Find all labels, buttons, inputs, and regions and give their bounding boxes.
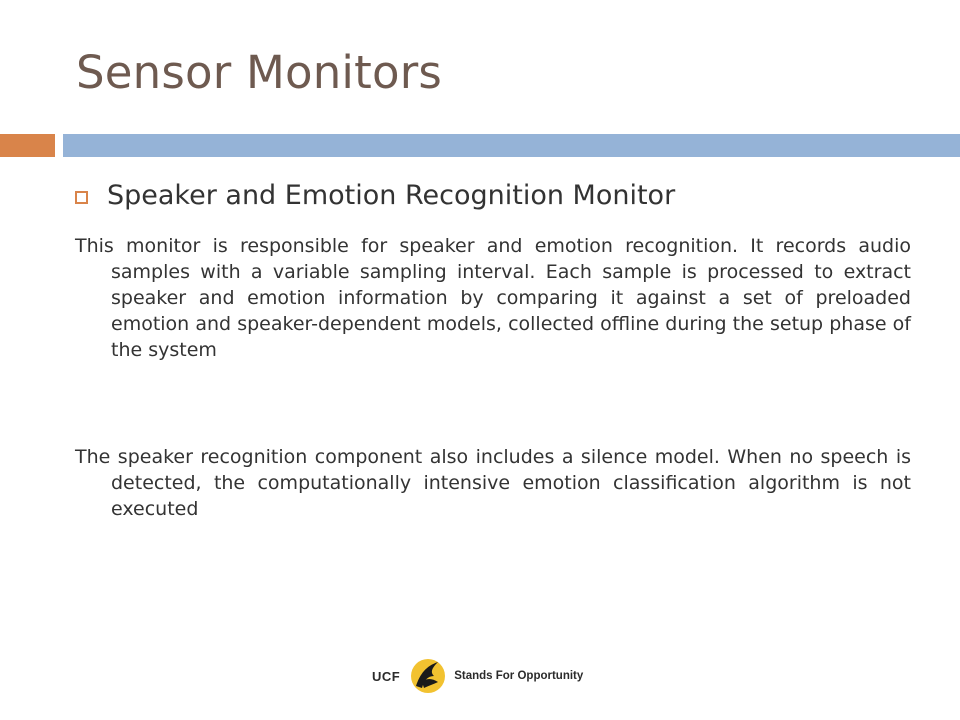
square-bullet-icon bbox=[75, 191, 88, 204]
bullet-heading-text: Speaker and Emotion Recognition Monitor bbox=[107, 180, 676, 211]
tagline: Stands For Opportunity bbox=[454, 670, 584, 682]
footer-branding bbox=[372, 656, 583, 696]
accent-bar-blue bbox=[63, 134, 960, 157]
pegasus-logo-icon bbox=[408, 656, 446, 696]
accent-bar-orange bbox=[0, 134, 55, 157]
org-name: UCF bbox=[372, 668, 401, 684]
body-paragraph-2: The speaker recognition component also includes a silence model. When no speech is detected, the computationally intensive emotion classification algorithm is not executed bbox=[75, 446, 911, 520]
slide-title: Sensor Monitors bbox=[76, 46, 443, 99]
bullet-heading bbox=[75, 180, 675, 212]
body-paragraph-1: This monitor is responsible for speaker and emotion recognition. It records audio samples with a variable sampling interval. Each sample is processed to extract speaker and emotion information by comparing it against a set of preloaded emotion and speaker-dependent models, collected offline during the setup phase of the system bbox=[75, 235, 911, 361]
